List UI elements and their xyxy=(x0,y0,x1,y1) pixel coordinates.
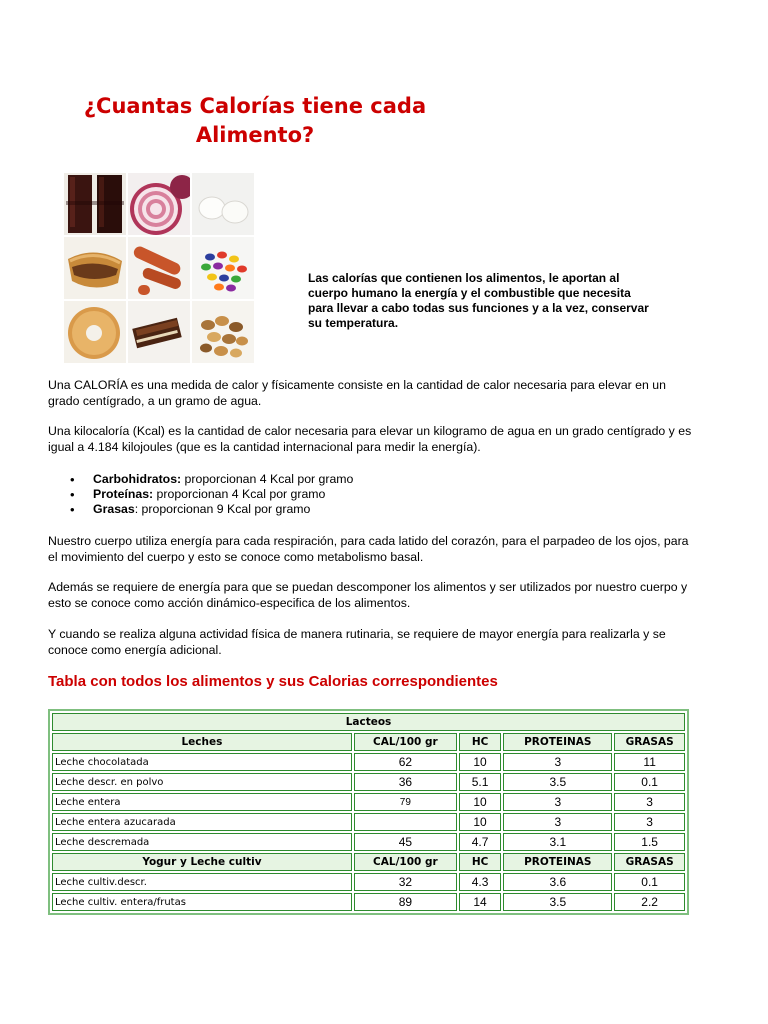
calorie-table xyxy=(48,709,689,915)
column-header: GRASAS xyxy=(614,733,685,751)
food-image-nuts xyxy=(192,301,254,363)
hc-value: 10 xyxy=(459,793,501,811)
food-image-candies xyxy=(192,237,254,299)
column-header: CAL/100 gr xyxy=(354,733,457,751)
title-line-2: Alimento? xyxy=(195,123,315,147)
bullet-text: proporcionan 4 Kcal por gramo xyxy=(153,487,326,501)
protein-value: 3.5 xyxy=(503,893,612,911)
paragraph-energia-adicional: Y cuando se realiza alguna actividad física de manera rutinaria, se requiere de mayor energía para realizarla y se conoce como energía adicional. xyxy=(48,627,666,657)
bullet-text: : proporcionan 9 Kcal por gramo xyxy=(134,502,311,516)
table-row xyxy=(52,753,685,771)
bullet-term: Proteínas: xyxy=(93,487,154,501)
list-item xyxy=(48,472,353,487)
cal-value xyxy=(354,813,457,831)
paragraph-kilocaloria: Una kilocaloría (Kcal) es la cantidad de calor necesaria para elevar un kilogramo de agua en un grado centígrado y es igual a 4.184 kilojoules (que es la cantidad internacional para medir la energía). xyxy=(48,424,692,454)
table-row xyxy=(52,793,685,811)
food-image-chocolate xyxy=(128,301,190,363)
table-row xyxy=(52,813,685,831)
fat-value: 0.1 xyxy=(614,873,685,891)
column-header: PROTEINAS xyxy=(503,853,612,871)
column-header: HC xyxy=(459,733,501,751)
food-image-pastry xyxy=(64,237,126,299)
table-row xyxy=(52,833,685,851)
macronutrient-list xyxy=(48,472,353,517)
protein-value: 3 xyxy=(503,793,612,811)
table-caption: Lacteos xyxy=(52,713,685,731)
food-image-drinks xyxy=(64,173,126,235)
cal-value: 36 xyxy=(354,773,457,791)
bullet-text: proporcionan 4 Kcal por gramo xyxy=(181,472,354,486)
title-line-1: ¿Cuantas Calorías tiene cada xyxy=(83,94,427,118)
food-name: Leche descr. en polvo xyxy=(52,773,352,791)
table-row xyxy=(52,893,685,911)
protein-value: 3 xyxy=(503,813,612,831)
hc-value: 14 xyxy=(459,893,501,911)
hc-value: 10 xyxy=(459,813,501,831)
list-item xyxy=(48,487,353,502)
bullet-term: Carbohidratos: xyxy=(93,472,182,486)
column-header: HC xyxy=(459,853,501,871)
food-image-sausages xyxy=(128,237,190,299)
food-image-onion xyxy=(128,173,190,235)
intro-paragraph: Las calorías que contienen los alimentos, le aportan al cuerpo humano la energía y el combustible que necesita para llevar a cabo todas sus funciones y a la vez, conservar su temperatura. xyxy=(308,271,649,330)
food-name: Leche cultiv.descr. xyxy=(52,873,352,891)
food-name: Leche entera xyxy=(52,793,352,811)
table-row xyxy=(52,873,685,891)
hc-value: 5.1 xyxy=(459,773,501,791)
fat-value: 3 xyxy=(614,813,685,831)
table-row xyxy=(52,773,685,791)
hc-value: 10 xyxy=(459,753,501,771)
table-header-row xyxy=(52,853,685,871)
table-header-row xyxy=(52,733,685,751)
column-header: GRASAS xyxy=(614,853,685,871)
bullet-term: Grasas xyxy=(93,502,135,516)
food-image-grid xyxy=(64,173,256,363)
food-name: Leche cultiv. entera/frutas xyxy=(52,893,352,911)
list-item xyxy=(48,502,353,517)
food-image-donut xyxy=(64,301,126,363)
column-header: PROTEINAS xyxy=(503,733,612,751)
cal-value: 89 xyxy=(354,893,457,911)
fat-value: 11 xyxy=(614,753,685,771)
column-header: Yogur y Leche cultiv xyxy=(52,853,352,871)
protein-value: 3.5 xyxy=(503,773,612,791)
hc-value: 4.3 xyxy=(459,873,501,891)
cal-value: 62 xyxy=(354,753,457,771)
cal-value: 32 xyxy=(354,873,457,891)
cal-value: 45 xyxy=(354,833,457,851)
paragraph-metabolismo: Nuestro cuerpo utiliza energía para cada respiración, para cada latido del corazón, para el parpadeo de los ojos, para el movimiento del cuerpo y esto se conoce como metabolismo basal. xyxy=(48,534,689,564)
fat-value: 3 xyxy=(614,793,685,811)
food-name: Leche entera azucarada xyxy=(52,813,352,831)
fat-value: 2.2 xyxy=(614,893,685,911)
protein-value: 3.6 xyxy=(503,873,612,891)
food-name: Leche chocolatada xyxy=(52,753,352,771)
column-header: CAL/100 gr xyxy=(354,853,457,871)
food-name: Leche descremada xyxy=(52,833,352,851)
fat-value: 1.5 xyxy=(614,833,685,851)
fat-value: 0.1 xyxy=(614,773,685,791)
protein-value: 3.1 xyxy=(503,833,612,851)
page-title xyxy=(60,92,450,150)
column-header: Leches xyxy=(52,733,352,751)
food-image-eggs xyxy=(192,173,254,235)
table-heading: Tabla con todos los alimentos y sus Calorias correspondientes xyxy=(48,673,498,690)
protein-value: 3 xyxy=(503,753,612,771)
paragraph-caloria: Una CALORÍA es una medida de calor y físicamente consiste en la cantidad de calor necesaria para elevar en un grado centígrado, a un gramo de agua. xyxy=(48,378,666,408)
paragraph-accion-dinamica: Además se requiere de energía para que se puedan descomponer los alimentos y ser utilizados por nuestro cuerpo y esto se conoce como acción dinámico-especifica de los alimentos. xyxy=(48,580,688,610)
hc-value: 4.7 xyxy=(459,833,501,851)
cal-value: 79 xyxy=(354,793,457,811)
table-caption-row xyxy=(52,713,685,731)
